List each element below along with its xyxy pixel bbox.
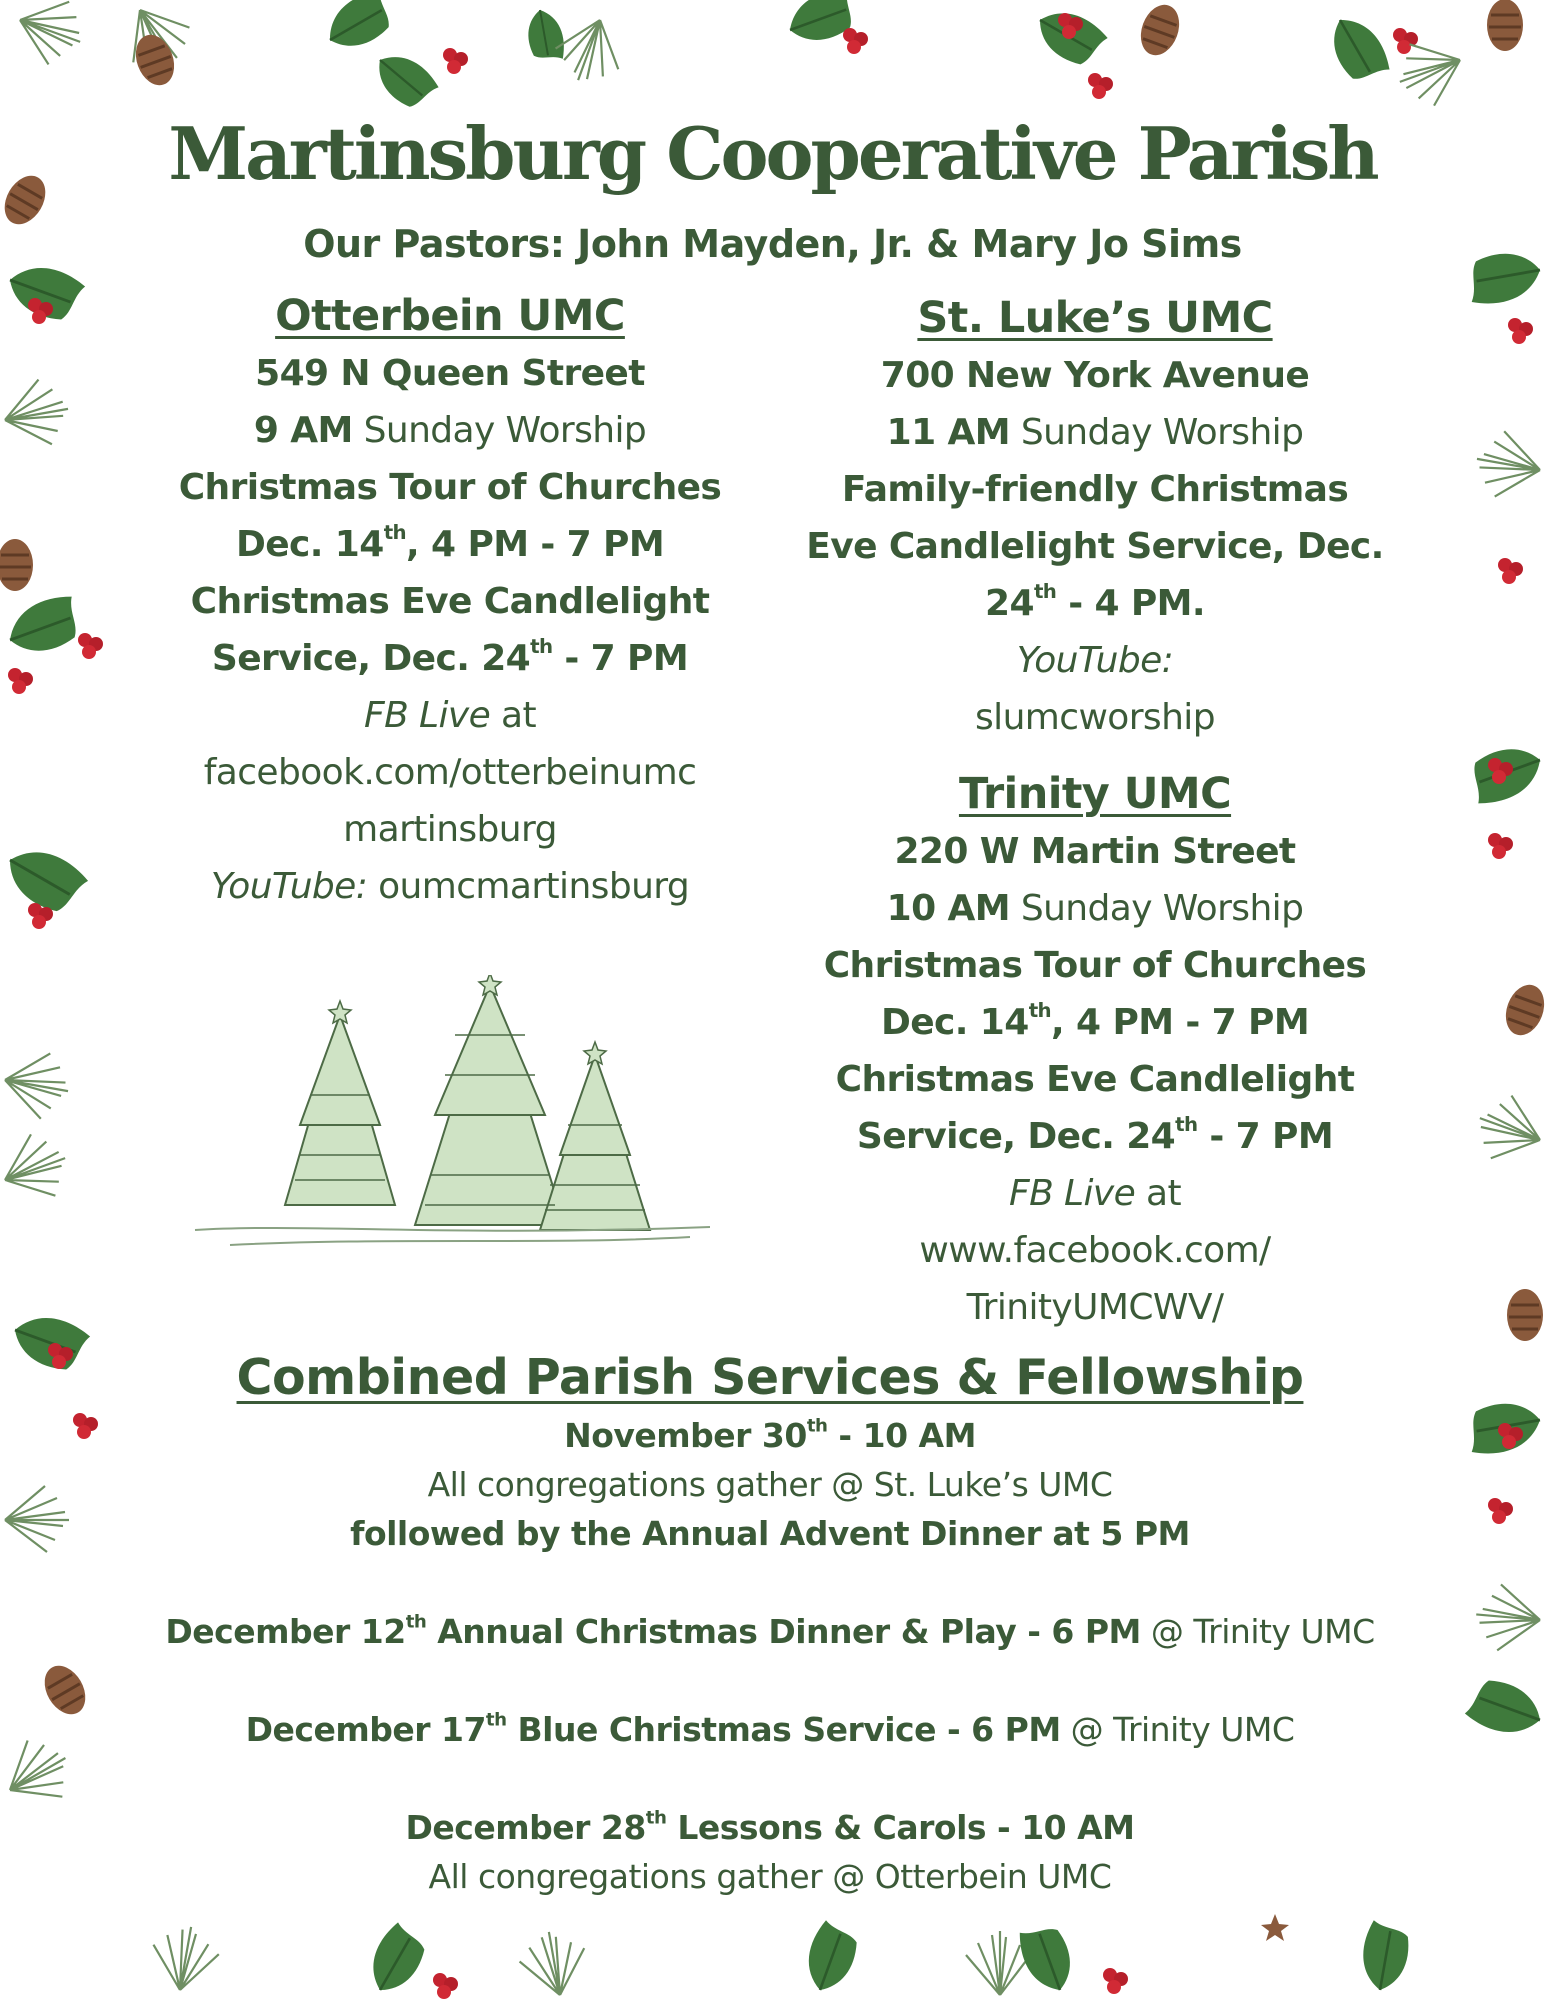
- event-dec-28-note: All congregations gather @ Otterbein UMC: [428, 1857, 1112, 1896]
- otterbein-eve-line1: Christmas Eve Candlelight: [190, 581, 710, 622]
- trinity-fb-label: FB Live: [1009, 1173, 1136, 1214]
- trinity-worship: [795, 880, 1395, 937]
- stlukes-eve-sup: th: [1033, 580, 1057, 604]
- trinity-tour-date-time: , 4 PM - 7 PM: [1051, 1002, 1310, 1043]
- trinity-tour-date-sup: th: [1028, 999, 1052, 1023]
- otterbein-eve-line2: [150, 630, 750, 687]
- otterbein-youtube-handle: oumcmartinsburg: [367, 866, 690, 907]
- event-nov-30-follow: followed by the Annual Advent Dinner at 5 PM: [350, 1514, 1190, 1553]
- pastors-line: Our Pastors: John Mayden, Jr. & Mary Jo Sims: [303, 222, 1242, 266]
- event-dec-17-day: December 17: [245, 1710, 486, 1749]
- event-dec-28-sup: th: [645, 1807, 667, 1829]
- stlukes-worship-label: Sunday Worship: [1010, 412, 1304, 453]
- stlukes-worship: [795, 404, 1395, 461]
- stlukes-eve-line1: Family-friendly Christmas: [841, 469, 1349, 510]
- event-dec-28-day: December 28: [405, 1808, 646, 1847]
- pine-trees-illustration: [190, 975, 710, 1275]
- otterbein-fb-at: at: [490, 695, 536, 736]
- combined-services-section: [120, 1345, 1420, 1901]
- event-dec-12: [120, 1607, 1420, 1656]
- trinity-tour-title: Christmas Tour of Churches: [823, 945, 1367, 986]
- event-dec-12-sup: th: [405, 1611, 427, 1633]
- event-dec-17-place: @ Trinity UMC: [1060, 1710, 1295, 1749]
- otterbein-fb-url-1: facebook.com/otterbeinumc: [203, 752, 697, 793]
- stlukes-section: [795, 290, 1395, 746]
- otterbein-worship-time: 9 AM: [253, 410, 353, 451]
- event-dec-17-title: Blue Christmas Service - 6 PM: [506, 1710, 1061, 1749]
- otterbein-heading: Otterbein UMC: [275, 291, 625, 341]
- event-dec-12-day: December 12: [165, 1612, 406, 1651]
- trinity-tour-date: [795, 994, 1395, 1051]
- event-dec-17-sup: th: [485, 1709, 507, 1731]
- trinity-fb-url-2: TrinityUMCWV/: [966, 1287, 1224, 1328]
- otterbein-tour-date-day: Dec. 14: [235, 524, 384, 565]
- stlukes-address: 700 New York Avenue: [880, 355, 1310, 396]
- otterbein-eve-time: - 7 PM: [552, 638, 689, 679]
- trinity-heading: Trinity UMC: [958, 769, 1232, 819]
- page-title: Martinsburg Cooperative Parish: [168, 111, 1377, 196]
- otterbein-tour-date: [150, 516, 750, 573]
- event-nov-30-sup: th: [806, 1415, 828, 1437]
- event-dec-17: [120, 1705, 1420, 1754]
- event-dec-28-title: Lessons & Carols - 10 AM: [666, 1808, 1135, 1847]
- otterbein-tour-date-time: , 4 PM - 7 PM: [406, 524, 665, 565]
- trinity-fb-at: at: [1135, 1173, 1181, 1214]
- otterbein-worship-label: Sunday Worship: [352, 410, 647, 451]
- event-nov-30-date: [120, 1411, 1420, 1460]
- otterbein-tour-date-sup: th: [383, 521, 407, 545]
- otterbein-fb-line: [150, 687, 750, 744]
- event-dec-28: [120, 1803, 1420, 1852]
- otterbein-tour-title: Christmas Tour of Churches: [178, 467, 722, 508]
- otterbein-youtube-line: [150, 858, 750, 915]
- trinity-fb-url-1: www.facebook.com/: [919, 1230, 1271, 1271]
- otterbein-fb-url-2: martinsburg: [343, 809, 557, 850]
- trinity-worship-time: 10 AM: [886, 888, 1010, 929]
- stlukes-youtube-label: YouTube:: [1016, 640, 1174, 681]
- otterbein-section: [150, 288, 750, 915]
- trinity-eve-line1: Christmas Eve Candlelight: [835, 1059, 1355, 1100]
- trinity-eve-sup: th: [1175, 1113, 1198, 1137]
- stlukes-eve-line2: Eve Candlelight Service, Dec.: [806, 526, 1384, 567]
- stlukes-eve-line3: [795, 575, 1395, 632]
- stlukes-heading: St. Luke’s UMC: [917, 293, 1273, 343]
- stlukes-youtube-handle: slumcworship: [975, 697, 1215, 738]
- otterbein-address: 549 N Queen Street: [255, 353, 645, 394]
- event-nov-30-time: - 10 AM: [827, 1416, 976, 1455]
- otterbein-fb-label: FB Live: [364, 695, 491, 736]
- trinity-section: [795, 766, 1395, 1336]
- trinity-address: 220 W Martin Street: [894, 831, 1296, 872]
- trinity-tour-date-day: Dec. 14: [880, 1002, 1029, 1043]
- stlukes-worship-time: 11 AM: [886, 412, 1010, 453]
- trinity-eve-date: Service, Dec. 24: [856, 1116, 1176, 1157]
- otterbein-eve-date: Service, Dec. 24: [211, 638, 531, 679]
- otterbein-worship: [150, 402, 750, 459]
- otterbein-eve-sup: th: [530, 635, 553, 659]
- trinity-worship-label: Sunday Worship: [1010, 888, 1304, 929]
- event-nov-30-note: All congregations gather @ St. Luke’s UMC: [427, 1465, 1113, 1504]
- event-dec-12-place: @ Trinity UMC: [1140, 1612, 1375, 1651]
- combined-heading: Combined Parish Services & Fellowship: [236, 1349, 1304, 1406]
- event-nov-30-day: November 30: [564, 1416, 807, 1455]
- trinity-eve-time: - 7 PM: [1197, 1116, 1334, 1157]
- stlukes-eve-day: 24: [985, 583, 1034, 624]
- trinity-eve-line2: [795, 1108, 1395, 1165]
- event-dec-12-title: Annual Christmas Dinner & Play - 6 PM: [426, 1612, 1141, 1651]
- stlukes-eve-time: - 4 PM.: [1056, 583, 1205, 624]
- otterbein-youtube-label: YouTube:: [210, 866, 368, 907]
- trinity-fb-line: [795, 1165, 1395, 1222]
